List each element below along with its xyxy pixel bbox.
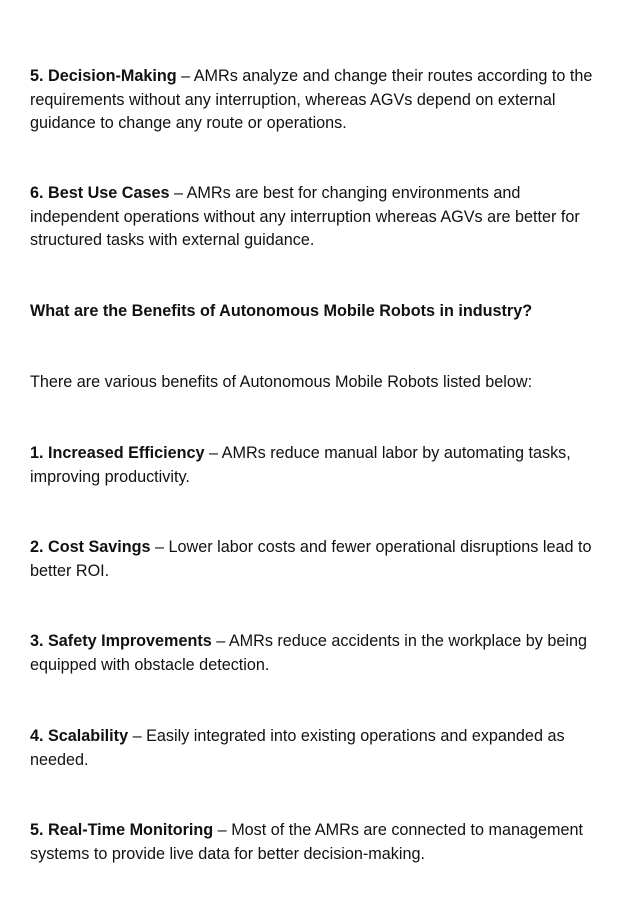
item-text: AMRs analyze and change their routes according to the requirements without any interruption, whereas AGVs depend on external guidance to change any route or operations. (30, 67, 593, 132)
item-text: AMRs reduce accidents in the workplace by being equipped with obstacle detection. (30, 632, 587, 674)
benefit-item-cost-savings (30, 536, 612, 583)
item-separator: – (204, 444, 222, 462)
item-separator: – (213, 821, 232, 839)
item-title: 1. Increased Efficiency (30, 444, 205, 462)
item-text: Easily integrated into existing operations and expanded as needed. (30, 727, 565, 769)
item-separator: – (211, 632, 229, 650)
item-text: Lower labor costs and fewer operational disruptions lead to better ROI. (30, 538, 592, 580)
benefit-item-safety-improvements (30, 630, 612, 677)
item-title: 4. Scalability (30, 727, 129, 745)
item-title: 5. Real-Time Monitoring (30, 821, 214, 839)
benefits-intro: There are various benefits of Autonomous Mobile Robots listed below: (30, 373, 533, 391)
item-text: AMRs are best for changing environments and independent operations without any interruption whereas AGVs are better for structured tasks with external guidance. (30, 184, 580, 249)
comparison-item-best-use-cases (30, 182, 612, 253)
item-title: 6. Best Use Cases (30, 184, 170, 202)
item-title: 3. Safety Improvements (30, 632, 212, 650)
item-separator: – (128, 727, 147, 745)
benefits-heading: What are the Benefits of Autonomous Mobile Robots in industry? (30, 302, 533, 320)
comparison-item-decision-making (30, 65, 612, 136)
item-title: 2. Cost Savings (30, 538, 151, 556)
item-text: AMRs reduce manual labor by automating tasks, improving productivity. (30, 444, 571, 486)
item-text: Most of the AMRs are connected to management systems to provide live data for better decision-making. (30, 821, 584, 863)
item-separator: – (176, 67, 194, 85)
item-separator: – (169, 184, 187, 202)
benefit-item-real-time-monitoring (30, 819, 612, 866)
benefit-item-increased-efficiency (30, 442, 612, 489)
item-title: 5. Decision-Making (30, 67, 177, 85)
benefit-item-scalability (30, 725, 612, 772)
item-separator: – (150, 538, 169, 556)
